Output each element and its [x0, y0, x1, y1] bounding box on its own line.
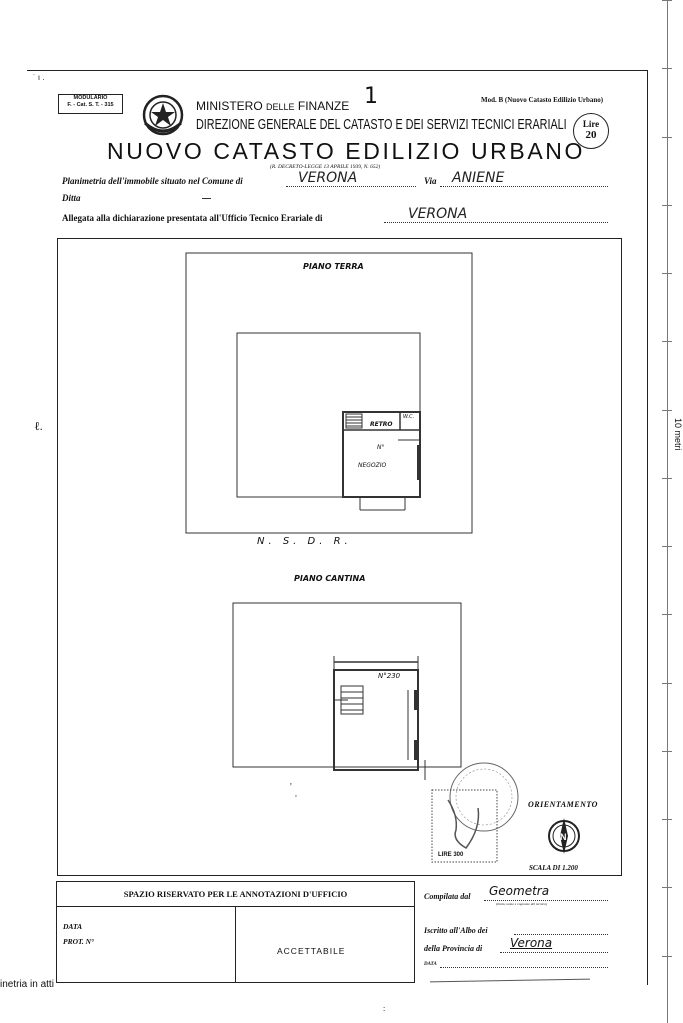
- allegata-label: Allegata alla dichiarazione presentata all'Ufficio Tecnico Erariale di: [62, 213, 323, 223]
- ruler-tick: [662, 614, 672, 615]
- compilata-value: Geometra: [489, 884, 550, 898]
- svg-text:N: N: [560, 832, 567, 842]
- provincia-label: della Provincia di: [424, 944, 483, 953]
- annotations-box: [56, 881, 415, 983]
- scan-mark: ˙ ı .: [33, 73, 45, 82]
- accettabile-stamp: ACCETTABILE: [277, 946, 346, 956]
- via-value: ANIENE: [452, 170, 505, 186]
- decree-reference: (R. DECRETO-LEGGE 13 APRILE 1939, N. 652): [270, 164, 381, 170]
- scale-ruler: [667, 0, 668, 1023]
- via-label: Via: [424, 176, 437, 186]
- ruler-tick: [662, 683, 672, 684]
- lire-label: Lire: [582, 119, 600, 129]
- compilata-underline: [484, 900, 608, 901]
- compiler-data-underline: [440, 967, 608, 968]
- compilata-label: Compilata dal: [424, 892, 471, 901]
- terra-outer-outline: [186, 253, 472, 533]
- provincia-underline: [500, 952, 608, 953]
- compiler-data-label: DATA: [424, 962, 437, 967]
- ruler-label: 10 metri: [673, 418, 683, 451]
- data-label: DATA: [63, 922, 83, 931]
- piano-terra-label: PIANO TERRA: [303, 262, 364, 271]
- annotations-divider: [235, 907, 236, 982]
- ruler-tick: [662, 341, 672, 342]
- retro-label: RETRO: [370, 421, 393, 428]
- page-title: NUOVO CATASTO EDILIZIO URBANO: [107, 138, 585, 164]
- terra-building-outline: [237, 333, 420, 497]
- direzione-title: DIREZIONE GENERALE DEL CATASTO E DEI SERVIZI TECNICI ERARIALI: [196, 116, 567, 133]
- compilata-note: (titolo, nome e cognome del tecnico): [496, 902, 548, 906]
- ruler-tick: [662, 0, 672, 1]
- handwritten-sheet-number: 1: [364, 84, 378, 109]
- ruler-tick: [662, 205, 672, 206]
- modulario-label: MODULARIO: [73, 95, 108, 101]
- wc-label: W.C.: [403, 414, 415, 420]
- provincia-value: Verona: [510, 936, 553, 950]
- cantina-outline: [233, 603, 461, 767]
- ruler-tick: [662, 956, 672, 957]
- svg-text:,: ,: [295, 789, 297, 798]
- ruler-tick: [662, 137, 672, 138]
- ruler-tick: [662, 887, 672, 888]
- scala-label: SCALA DI 1.200: [529, 864, 578, 872]
- iscritto-label: Iscritto all'Albo dei: [424, 926, 488, 935]
- ruler-tick: [662, 410, 672, 411]
- ruler-tick: [662, 68, 672, 69]
- revenue-stamp-value: LIRE 300: [438, 852, 464, 858]
- n230-label: N°230: [378, 672, 401, 680]
- mod-b-label: Mod. B (Nuovo Catasto Edilizio Urbano): [481, 96, 604, 104]
- ministry-delle: DELLE: [266, 102, 295, 112]
- nsdr-label: N. S. D. R.: [257, 536, 352, 547]
- modulario-code: F. - Cat. S. T. - 315: [67, 102, 114, 108]
- ditta-label: Ditta: [62, 193, 81, 203]
- cantina-unit: [334, 670, 418, 770]
- scan-mark: ℓ.: [34, 419, 43, 433]
- lire-value: 20: [585, 129, 597, 141]
- ruler-tick: [662, 273, 672, 274]
- svg-text:': ': [290, 782, 292, 793]
- iscritto-underline: [514, 934, 608, 935]
- prot-label: PROT. N°: [63, 937, 95, 946]
- postmark-stamp: [450, 763, 518, 831]
- n-label: N°: [377, 444, 385, 451]
- compass-icon: [549, 818, 579, 854]
- ministry-prefix: MINISTERO: [196, 99, 263, 113]
- planimetria-label: Planimetria dell'immobile situato nel Comune di: [62, 176, 243, 186]
- scan-mark: :: [383, 1004, 386, 1013]
- footnote-text: inetria in atti: [0, 979, 54, 990]
- ruler-tick: [662, 546, 672, 547]
- orientamento-label: ORIENTAMENTO: [528, 800, 598, 809]
- ministry-suffix: FINANZE: [297, 99, 350, 113]
- ruler-tick: [662, 751, 672, 752]
- ruler-tick: [662, 478, 672, 479]
- piano-cantina-label: PIANO CANTINA: [294, 574, 366, 583]
- negozio-label: NEGOZIO: [358, 462, 387, 469]
- ufficio-value: VERONA: [408, 206, 468, 222]
- comune-value: VERONA: [298, 170, 358, 186]
- annotations-header: SPAZIO RISERVATO PER LE ANNOTAZIONI D'UFFICIO: [57, 882, 414, 907]
- ruler-tick: [662, 819, 672, 820]
